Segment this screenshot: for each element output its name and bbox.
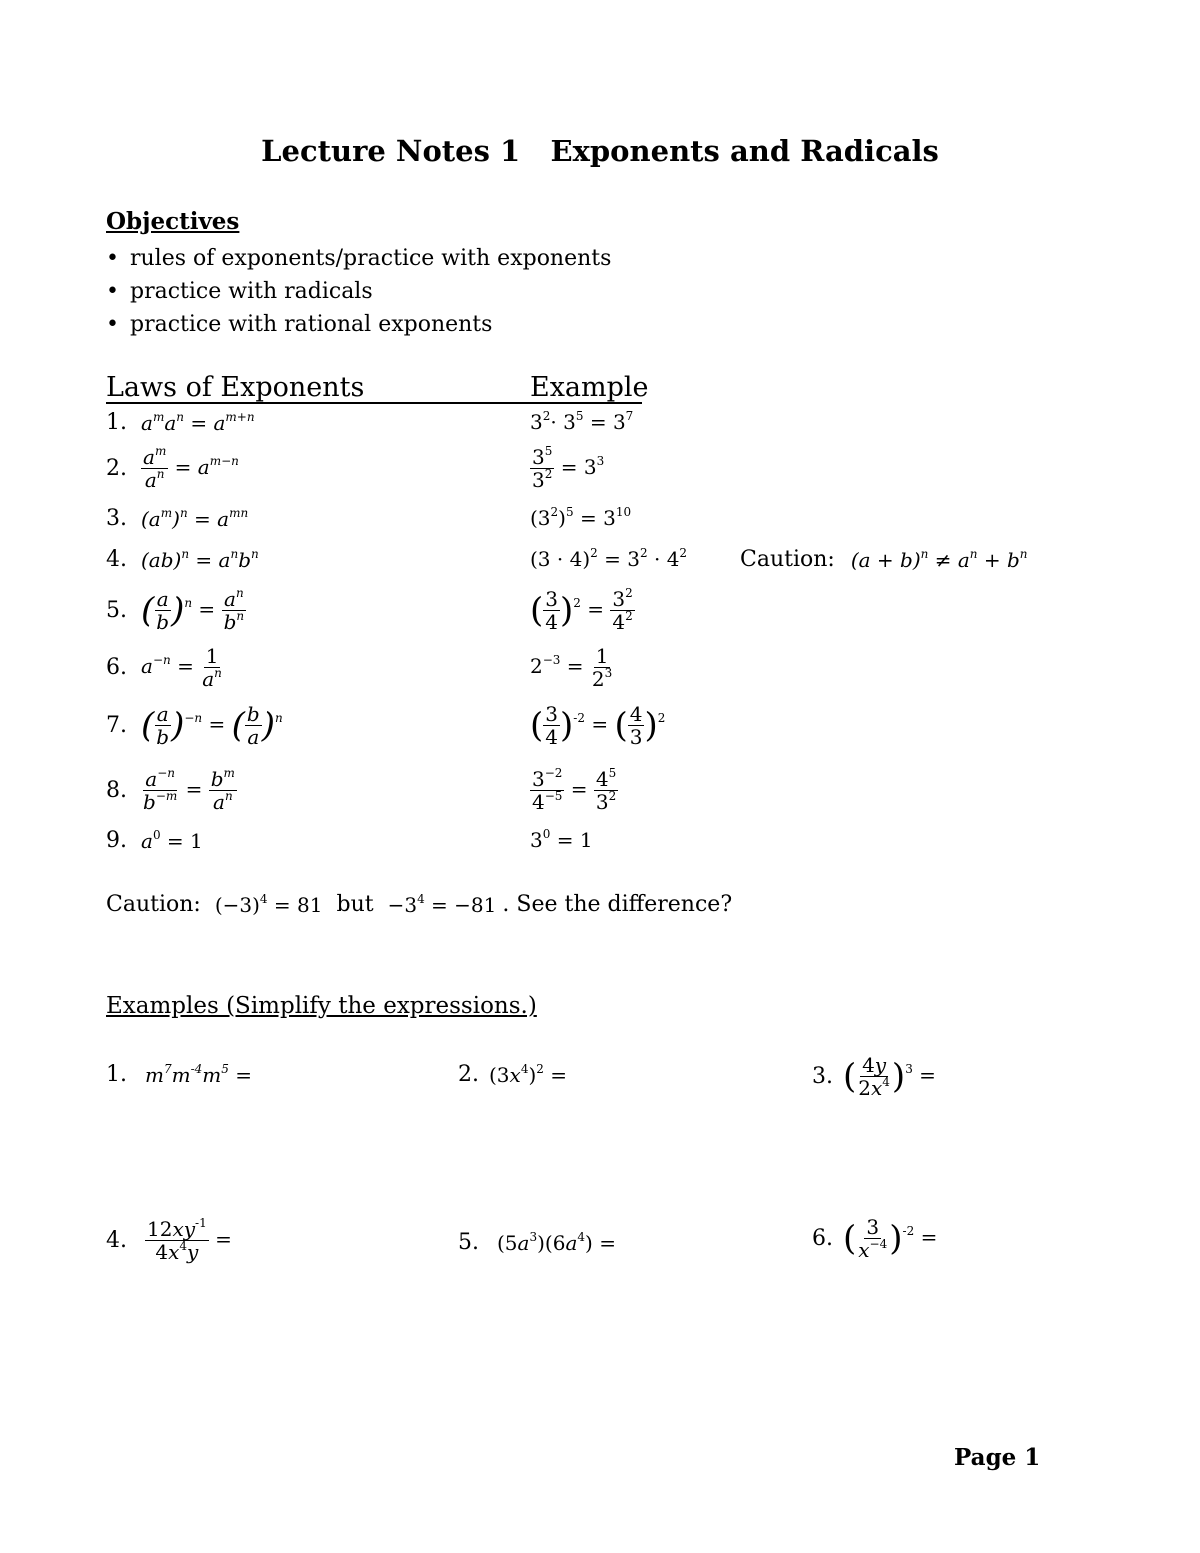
example-formula-5: ( $\frac{3}{4}$ )$^2$ = $\frac{3^2}{4^2}$ bbox=[530, 586, 633, 634]
example-formula-2: $\frac{3^5}{3^2}$ = $3^3$ bbox=[532, 444, 605, 492]
side-caution-label: Caution: bbox=[740, 547, 835, 572]
objective-item: • rules of exponents/practice with exponents bbox=[106, 242, 611, 275]
heading-underline bbox=[106, 402, 642, 404]
caution-label: Caution: bbox=[106, 892, 201, 917]
caution-formula-a: $(-3)^4 = 81$ bbox=[214, 891, 323, 917]
example-problem-2 bbox=[458, 1062, 567, 1087]
example-heading: Example bbox=[530, 372, 649, 403]
law-row-1 bbox=[106, 410, 255, 435]
caution-line bbox=[106, 892, 732, 917]
caution-tail: . See the difference? bbox=[502, 892, 733, 917]
problem-formula: $m^7m^{-4}m^5$ = bbox=[145, 1061, 253, 1087]
example-formula-7: ( $\frac{3}{4}$ )$^{-2}$ = ( $\frac{4}{3}$ )$^2$ bbox=[530, 702, 666, 749]
law-row-7 bbox=[106, 703, 283, 748]
objective-item: • practice with rational exponents bbox=[106, 308, 611, 341]
law-formula: $a^{-n}$ = $\frac{1}{a^n}$ bbox=[141, 644, 222, 691]
caution-formula: $(a + b)^n \ne a^n + b^n$ bbox=[850, 546, 1028, 572]
law-row-8 bbox=[106, 768, 237, 813]
example-number: 1. bbox=[106, 1062, 127, 1087]
examples-heading: Examples (Simplify the expressions.) bbox=[106, 993, 537, 1019]
law-formula: $a^ma^n = a^{m+n}$ bbox=[141, 409, 255, 435]
example-number: 6. bbox=[812, 1226, 833, 1251]
law-row-9 bbox=[106, 828, 203, 853]
example-formula-4: $(3 \cdot 4)^2 = 3^2 \cdot 4^2$ bbox=[530, 546, 688, 571]
law-formula: ( $\frac{a}{b}$ )$^{-n}$ = ( $\frac{b}{a}$ )$^n$ bbox=[141, 702, 283, 749]
page-title: Lecture Notes 1 Exponents and Radicals bbox=[261, 134, 939, 168]
law-number: 3. bbox=[106, 506, 127, 531]
law-formula: $\frac{a^{-n}}{b^{-m}}$ = $\frac{b^m}{a^n}$ bbox=[143, 766, 235, 814]
objective-item: • practice with radicals bbox=[106, 275, 611, 308]
law-number: 2. bbox=[106, 456, 127, 481]
law-number: 4. bbox=[106, 547, 127, 572]
example-formula-9: $3^0 = 1$ bbox=[530, 827, 593, 852]
law-formula: $a^0 = 1$ bbox=[141, 827, 203, 853]
law-number: 9. bbox=[106, 828, 127, 853]
law-formula: $(ab)^n = a^nb^n$ bbox=[141, 546, 259, 572]
laws-heading: Laws of Exponents bbox=[106, 372, 365, 403]
example-problem-3 bbox=[812, 1054, 936, 1099]
side-caution bbox=[740, 547, 1028, 572]
law-number: 6. bbox=[106, 655, 127, 680]
example-formula-8: $\frac{3^{-2}}{4^{-5}}$ = $\frac{4^5}{3^2}$ bbox=[532, 766, 617, 814]
law-number: 8. bbox=[106, 778, 127, 803]
law-formula: $(a^m)^n = a^{mn}$ bbox=[141, 505, 249, 531]
problem-formula: $\frac{12xy^{-1}}{4x^4y}$ = bbox=[147, 1216, 232, 1264]
example-problem-6 bbox=[812, 1216, 937, 1261]
page-number: Page 1 bbox=[954, 1444, 1041, 1471]
problem-formula: $(3x^4)^2$ = bbox=[489, 1061, 568, 1087]
objectives-heading: Objectives bbox=[106, 208, 240, 235]
example-number: 3. bbox=[812, 1064, 833, 1089]
problem-formula: ( $\frac{4y}{2x^4}$ )$^3$ = bbox=[843, 1053, 936, 1100]
law-formula: ( $\frac{a}{b}$ )$^n$ = $\frac{a^n}{b^n}$ bbox=[141, 586, 245, 634]
law-formula: $\frac{a^m}{a^n}$ = $a^{m-n}$ bbox=[143, 444, 239, 492]
law-number: 5. bbox=[106, 598, 127, 623]
law-number: 7. bbox=[106, 713, 127, 738]
law-row-2 bbox=[106, 446, 239, 491]
example-formula-6: $2^{-3}$ = $\frac{1}{2^3}$ bbox=[530, 644, 613, 691]
example-number: 5. bbox=[458, 1230, 479, 1255]
law-number: 1. bbox=[106, 410, 127, 435]
law-row-5 bbox=[106, 588, 246, 633]
example-formula-3: $(3^2)^5 = 3^{10}$ bbox=[530, 505, 632, 530]
law-row-3 bbox=[106, 506, 248, 531]
caution-but: but bbox=[336, 892, 374, 917]
law-row-4 bbox=[106, 547, 259, 572]
example-problem-1 bbox=[106, 1062, 252, 1087]
example-problem-4 bbox=[106, 1218, 232, 1263]
example-problem-5 bbox=[458, 1230, 616, 1255]
example-number: 4. bbox=[106, 1228, 127, 1253]
caution-formula-b: $-3^4 = -81$ bbox=[387, 891, 497, 917]
law-row-6 bbox=[106, 645, 224, 690]
example-formula-1: $3^2\cdot 3^5 = 3^7$ bbox=[530, 409, 634, 434]
objectives-list bbox=[106, 242, 611, 341]
problem-formula: ( $\frac{3}{x^{-4}}$ )$^{-2}$ = bbox=[843, 1215, 938, 1262]
example-number: 2. bbox=[458, 1062, 479, 1087]
problem-formula: $(5a^3)(6a^4)$ = bbox=[497, 1229, 616, 1255]
